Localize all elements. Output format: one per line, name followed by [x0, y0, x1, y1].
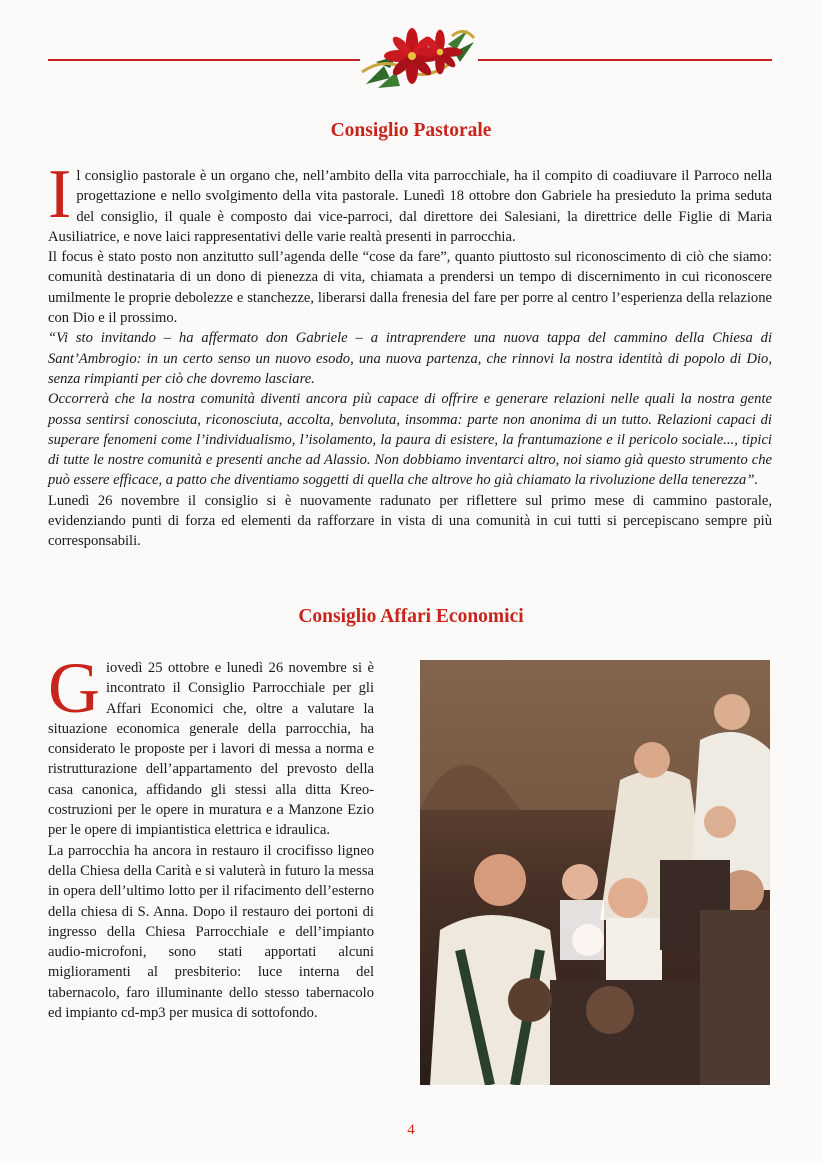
paragraph — [48, 648, 374, 841]
drop-cap: G — [48, 648, 100, 728]
section-title-consiglio-affari-economici: Consiglio Affari Economici — [298, 606, 524, 627]
quote-text: Occorrerà che la nostra comunità diventi ancora più capace di offrire e generare relazioni nelle quali la nostra gente possa sentirsi conosciuta, riconosciuta, accolta, benvoluta, insomma: parte non anonima di un tutto. Relazioni capaci di superare fenomeni come l’individualismo, l’isolamento, la paura di esistere, la frantumazione e il pericolo sociale..., tipici di tutte le nostre comunità e presenti anche ad Alassio. Non dobbiamo inventarci altro, noi siamo già questo strumento che può essere efficace, a patto che diventiamo soggetti di quella che altrove ho già chiamato la rivoluzione della tenerezza”. — [48, 391, 772, 489]
quote-paragraph — [48, 328, 772, 389]
section-body-consiglio-pastorale — [48, 156, 772, 552]
page-number: 4 — [407, 1122, 415, 1138]
poinsettia-ornament-icon — [356, 22, 484, 94]
section-title-consiglio-pastorale: Consiglio Pastorale — [330, 120, 492, 141]
header-rule-right — [478, 59, 772, 61]
paragraph: Lunedì 26 novembre il consiglio si è nuovamente radunato per riflettere sul primo mese di cammino pastorale, evidenziando punti di forza ed elementi da rafforzare in vista di una comunità in cui tutti si percepiscano sempre più corresponsabili. — [48, 492, 772, 550]
paragraph-text: l consiglio pastorale è un organo che, nell’ambito della vita parrocchiale, ha il compito di coadiuvare il Parroco nella progettazione e nello svolgimento della vita pastorale. Lunedì 18 ottobre don Gabriele ha presieduto la prima seduta del consiglio, il quale è composto dai vice-parroci, dal direttore dei Salesiani, la direttrice delle Figlie di Maria Ausiliatrice, e nove laici rappresentativi delle varie realtà presenti in parrocchia. — [48, 168, 772, 245]
header-rule-left — [48, 59, 360, 61]
photo-clergy-with-children — [420, 660, 770, 1085]
paragraph: Il focus è stato posto non anzitutto sull’agenda delle “cose da fare”, quanto piuttosto sul riconoscimento di ciò che siamo: comunità destinataria di un dono di pienezza di vita, chiamata a prendersi un tempo di discernimento in cui riconoscere umilmente le proprie debolezze e stanchezze, liberarsi dalla frenesia del fare per porre al centro l’esperienza della relazione con Dio e il prossimo. — [48, 249, 772, 327]
quote-text: “Vi sto invitando – ha affermato don Gabriele – a intraprendere una nuova tappa del cammino della Chiesa di Sant’Ambrogio: in un certo senso un nuovo esodo, una nuova partenza, che rinnovi la nostra identità di popolo di Dio, senza rimpianti per ciò che dovremo lasciare. — [48, 330, 772, 387]
paragraph — [48, 156, 772, 247]
paragraph-text: iovedì 25 ottobre e lunedì 26 novembre si è incontrato il Consiglio Parrocchiale per gli Affari Economici che, oltre a valutare la situazione economica generale della parrocchia, ha considerato le proposte per i lavori di messa a norma e ristrutturazione dell’appartamento del prevosto della casa canonica, affidando gli stessi alla ditta Kreo-costruzioni per le opere in muratura e a Manzone Ezio per le opere di impiantistica elettrica e idraulica. — [48, 660, 374, 839]
quote-paragraph — [48, 389, 772, 490]
section-body-consiglio-affari-economici — [48, 648, 374, 1023]
paragraph: La parrocchia ha ancora in restauro il crocifisso ligneo della Chiesa della Carità e si valuterà in futuro la messa in opera dell’ultimo lotto per il rifacimento dell’esterno della chiesa di S. Anna. Dopo il restauro dei portoni di ingresso della Chiesa Parrocchiale e dell’impianto audio-microfoni, sono stati apportati alcuni miglioramenti al presbiterio: luce interna del tabernacolo, faro illuminante dello stesso tabernacolo ed impianto cd-mp3 per musica di sottofondo. — [48, 842, 374, 1022]
drop-cap: I — [48, 156, 72, 233]
